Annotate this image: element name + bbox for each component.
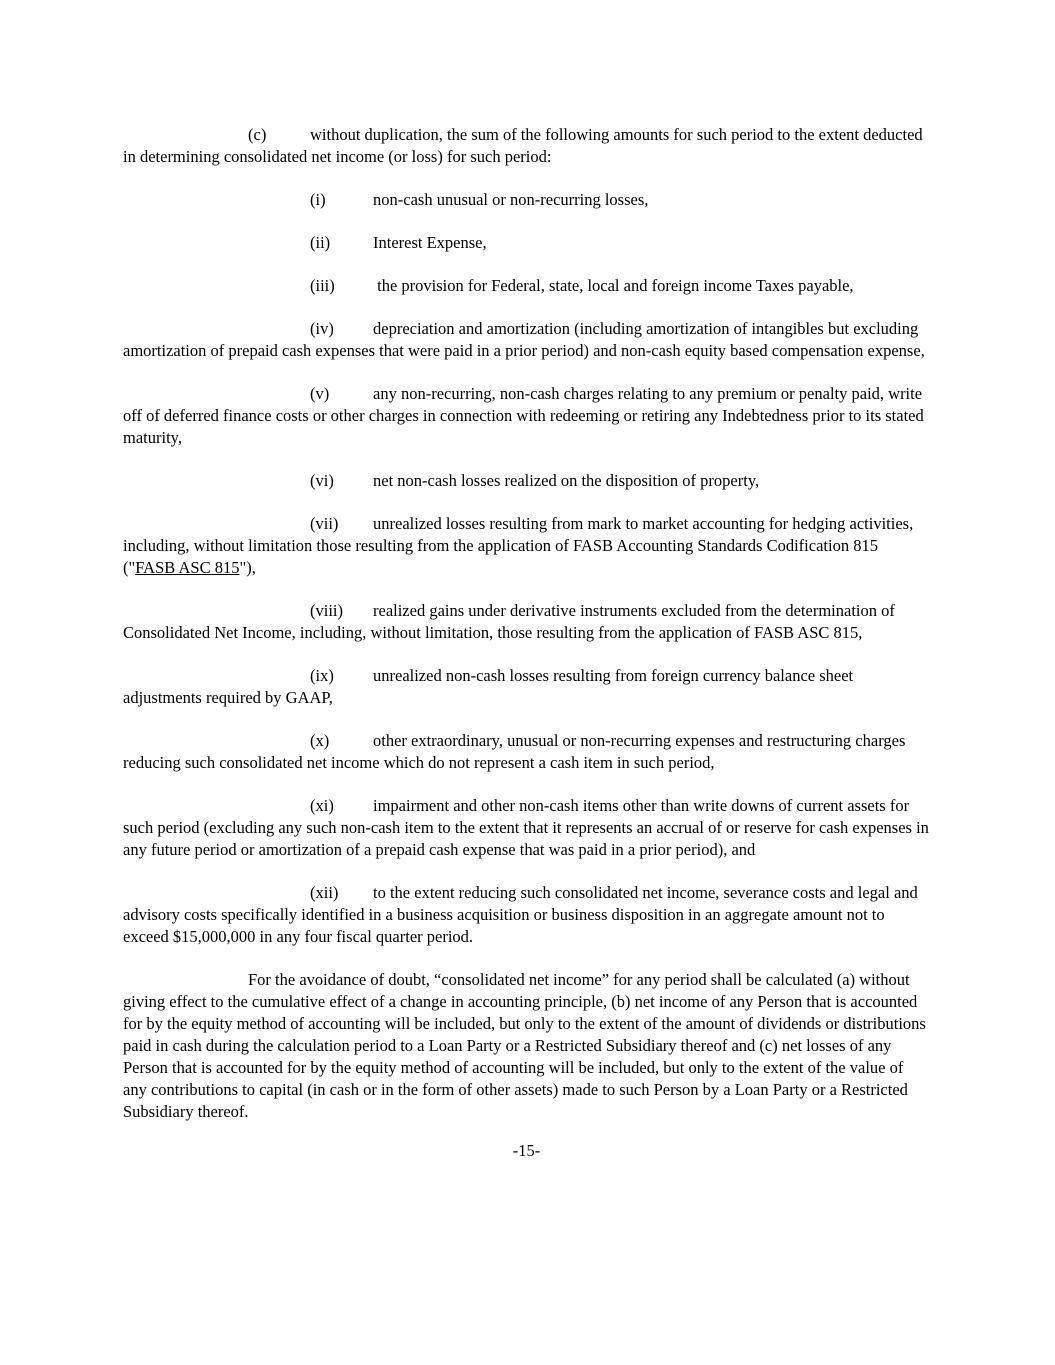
subclause-label: (vii) [310, 514, 339, 533]
subclause-label: (v) [310, 384, 330, 403]
subclause-label: (x) [310, 731, 330, 750]
subclause-text: the provision for Federal, state, local and foreign income Taxes payable, [373, 276, 854, 295]
subclause-label: (iv) [310, 319, 334, 338]
subclause-text: impairment and other non-cash items other than write downs of current assets for such period (excluding any such non-cash item to the extent that it represents an accrual of or reserve for cash expenses in any future period or amortization of a prepaid cash expense that was paid in a prior period), and [123, 796, 929, 859]
page-number: -15- [512, 1141, 541, 1160]
subclause-text: any non-recurring, non-cash charges relating to any premium or penalty paid, write off of deferred finance costs or other charges in connection with redeeming or retiring any Indebtedness prior to its stated maturity, [123, 384, 924, 447]
subclause-paragraph [123, 882, 930, 948]
closing-paragraph [123, 969, 930, 1123]
subclause-paragraph [123, 189, 930, 211]
subclause-label: (ii) [310, 233, 331, 252]
subclause-paragraph [123, 275, 930, 297]
subclause-text: non-cash unusual or non-recurring losses, [373, 190, 649, 209]
subclause-paragraph [123, 383, 930, 449]
closing-text: For the avoidance of doubt, “consolidated net income” for any period shall be calculated (a) without giving effect to the cumulative effect of a change in accounting principle, (b) net income of any Person that is accounted for by the equity method of accounting will be included, but only to the extent of the amount of dividends or distributions paid in cash during the calculation period to a Loan Party or a Restricted Subsidiary thereof and (c) net losses of any Person that is accounted for by the equity method of accounting will be included, but only to the extent of the value of any contributions to capital (in cash or in the form of other assets) made to such Person by a Loan Party or a Restricted Subsidiary thereof. [123, 970, 926, 1121]
subclause-text: depreciation and amortization (including amortization of intangibles but excluding amortization of prepaid cash expenses that were paid in a prior period) and non-cash equity based compensation expense, [123, 319, 925, 360]
subclause-label: (ix) [310, 666, 334, 685]
subclause-paragraph [123, 665, 930, 709]
subclause-text: net non-cash losses realized on the disposition of property, [373, 471, 760, 490]
subclause-paragraph [123, 730, 930, 774]
subclause-paragraph [123, 232, 930, 254]
subclause-text: unrealized losses resulting from mark to market accounting for hedging activities, including, without limitation those resulting from the application of FASB Accounting Standards Codification 815 (" [123, 514, 914, 577]
subclause-text: to the extent reducing such consolidated net income, severance costs and legal and advisory costs specifically identified in a business acquisition or business disposition in an aggregate amount not to exceed $15,000,000 in any four fiscal quarter period. [123, 883, 918, 946]
subclause-list [123, 189, 930, 948]
clause-c-paragraph [123, 124, 930, 168]
subclause-paragraph [123, 318, 930, 362]
subclause-paragraph [123, 470, 930, 492]
defined-term-underlined: FASB ASC 815 [135, 558, 240, 577]
subclause-text: "), [239, 558, 256, 577]
subclause-text: Interest Expense, [373, 233, 487, 252]
subclause-label: (i) [310, 190, 326, 209]
clause-c-text: without duplication, the sum of the following amounts for such period to the extent deducted in determining consolidated net income (or loss) for such period: [123, 125, 923, 166]
subclause-text: unrealized non-cash losses resulting from foreign currency balance sheet adjustments required by GAAP, [123, 666, 854, 707]
subclause-text: realized gains under derivative instruments excluded from the determination of Consolidated Net Income, including, without limitation, those resulting from the application of FASB ASC 815, [123, 601, 895, 642]
subclause-label: (viii) [310, 601, 343, 620]
clause-c-label: (c) [248, 125, 267, 144]
subclause-label: (iii) [310, 276, 335, 295]
subclause-text: other extraordinary, unusual or non-recurring expenses and restructuring charges reducing such consolidated net income which do not represent a cash item in such period, [123, 731, 906, 772]
subclause-paragraph [123, 795, 930, 861]
subclause-label: (vi) [310, 471, 334, 490]
subclause-paragraph [123, 513, 930, 579]
subclause-paragraph [123, 600, 930, 644]
subclause-label: (xii) [310, 883, 339, 902]
subclause-label: (xi) [310, 796, 334, 815]
